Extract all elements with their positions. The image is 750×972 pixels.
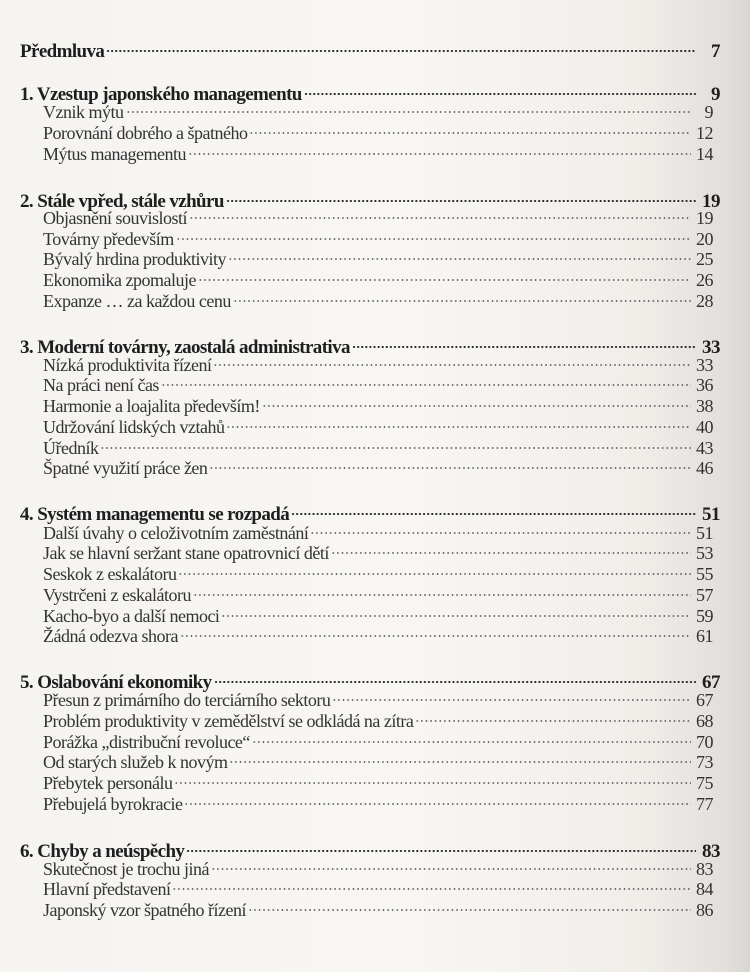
toc-entry-page: 14 <box>696 144 713 164</box>
toc-entry[interactable] <box>43 369 713 395</box>
dot-leader <box>229 746 691 768</box>
toc-entry-label: Přesun z primárního do terciárního sektoru <box>43 690 331 710</box>
dot-leader <box>180 620 691 642</box>
toc-entry-label: Porovnání dobrého a špatného <box>43 123 248 143</box>
toc-entry[interactable] <box>43 600 713 626</box>
toc-entry-label: Přebujelá byrokracie <box>43 794 183 814</box>
toc-entry-label: Vystrčeni z eskalátoru <box>43 585 191 605</box>
dot-leader <box>262 390 691 412</box>
toc-entry-page: 59 <box>696 606 713 626</box>
dot-leader <box>184 788 691 810</box>
toc-chapter-page: 19 <box>702 191 720 212</box>
dot-leader <box>221 600 691 622</box>
toc-entry-page: 57 <box>696 585 713 605</box>
dot-leader <box>189 202 691 224</box>
dot-leader <box>106 35 696 57</box>
toc-entry-label: Jak se hlavní seržant stane opatrovnicí dětí <box>43 543 329 563</box>
toc-entry[interactable] <box>43 853 713 879</box>
toc-entry-page: 70 <box>696 732 713 752</box>
toc-chapter-label: 4. Systém managementu se rozpadá <box>20 504 290 525</box>
toc-entry[interactable] <box>43 432 713 458</box>
toc-entry-page: 73 <box>696 752 713 772</box>
toc-entry-page: 25 <box>696 249 713 269</box>
toc-entry-label: Přebytek personálu <box>43 773 173 793</box>
toc-entry[interactable] <box>43 558 713 584</box>
toc-entry-page: 84 <box>696 879 713 899</box>
toc-entry[interactable] <box>43 96 713 122</box>
toc-entry[interactable] <box>43 684 713 710</box>
toc-entry-label: Úředník <box>43 438 99 458</box>
toc-entry-page: 38 <box>696 396 713 416</box>
dot-leader <box>248 894 691 916</box>
toc-entry-page: 36 <box>696 375 713 395</box>
toc-entry-page: 46 <box>696 458 713 478</box>
toc-entry-page: 7 <box>711 41 720 62</box>
toc-entry-label: Problém produktivity v zemědělství se odkládá na zítra <box>43 711 414 731</box>
toc-entry[interactable] <box>43 579 713 605</box>
toc-entry[interactable] <box>43 537 713 563</box>
toc-entry[interactable] <box>43 390 713 416</box>
dot-leader <box>331 537 691 559</box>
toc-entry-label: Hlavní představení <box>43 879 171 899</box>
toc-entry[interactable] <box>43 705 713 731</box>
toc-entry-page: 40 <box>696 417 713 437</box>
toc-entry-label: Porážka „distribuční revoluce“ <box>43 732 250 752</box>
toc-entry[interactable] <box>43 285 713 311</box>
toc-entry-label: Harmonie a loajalita především! <box>43 396 260 416</box>
toc-entry-page: 86 <box>696 900 713 920</box>
toc-entry-page: 55 <box>696 564 713 584</box>
toc-entry-label: Na práci není čas <box>43 375 159 395</box>
toc-entry-page: 53 <box>696 543 713 563</box>
toc-entry-page: 19 <box>696 208 713 228</box>
toc-entry-page: 61 <box>696 626 713 646</box>
dot-leader <box>226 411 691 433</box>
toc-entry-label: Bývalý hrdina produktivity <box>43 249 226 269</box>
toc-entry-label: Další úvahy o celoživotním zaměstnání <box>43 523 309 543</box>
toc-entry-page: 33 <box>696 355 713 375</box>
toc-entry[interactable] <box>43 767 713 793</box>
toc-chapter-label: 6. Chyby a neúspěchy <box>20 841 185 862</box>
toc-entry[interactable] <box>43 349 713 375</box>
toc-chapter-label: 3. Moderní továrny, zaostalá administrativa <box>20 337 350 358</box>
dot-leader <box>161 369 691 391</box>
toc-entry[interactable] <box>43 746 713 772</box>
toc-entry-label: Špatné využití práce žen <box>43 458 208 478</box>
toc-entry-label: Žádná odezva shora <box>43 626 178 646</box>
toc-entry-page: 43 <box>696 438 713 458</box>
toc-entry[interactable] <box>43 894 713 920</box>
dot-leader <box>126 96 692 118</box>
toc-entry-preface[interactable] <box>20 35 720 62</box>
toc-entry[interactable] <box>43 117 713 143</box>
toc-entry-label: Nízká produktivita řízení <box>43 355 212 375</box>
dot-leader <box>228 243 691 265</box>
toc-entry[interactable] <box>43 138 713 164</box>
toc-chapter-page: 83 <box>702 841 720 862</box>
toc-chapter-label: 2. Stále vpřed, stále vzhůru <box>20 191 224 212</box>
toc-entry[interactable] <box>43 411 713 437</box>
toc-entry-label: Od starých služeb k novým <box>43 752 228 772</box>
dot-leader <box>198 264 691 286</box>
toc-entry-page: 77 <box>696 794 713 814</box>
dot-leader <box>332 684 691 706</box>
dot-leader <box>211 853 691 875</box>
dot-leader <box>178 558 691 580</box>
toc-entry-label: Objasnění souvislostí <box>43 208 188 228</box>
toc-entry-label: Ekonomika zpomaluje <box>43 270 196 290</box>
toc-entry[interactable] <box>43 202 713 228</box>
dot-leader <box>209 452 691 474</box>
toc-chapter-page: 67 <box>702 672 720 693</box>
dot-leader <box>172 873 691 895</box>
toc-entry[interactable] <box>43 223 713 249</box>
dot-leader <box>249 117 691 139</box>
toc-entry-label: Skutečnost je trochu jiná <box>43 859 209 879</box>
toc-entry-page: 67 <box>696 690 713 710</box>
toc-entry[interactable] <box>43 452 713 478</box>
toc-entry-page: 28 <box>696 291 713 311</box>
dot-leader <box>310 517 691 539</box>
toc-chapter-label: 5. Oslabování ekonomiky <box>20 672 212 693</box>
toc-entry[interactable] <box>43 517 713 543</box>
toc-entry[interactable] <box>43 243 713 269</box>
toc-entry-label: Udržování lidských vztahů <box>43 417 225 437</box>
toc-chapter-label: 1. Vzestup japonského managementu <box>20 84 302 105</box>
dot-leader <box>415 705 691 727</box>
toc-entry-page: 75 <box>696 773 713 793</box>
dot-leader <box>213 349 691 371</box>
toc-chapter-page: 51 <box>702 504 720 525</box>
toc-entry-page: 51 <box>696 523 713 543</box>
dot-leader <box>176 223 691 245</box>
toc-entry-page: 26 <box>696 270 713 290</box>
toc-chapter-page: 33 <box>702 337 720 358</box>
toc-entry-label: Mýtus managementu <box>43 144 186 164</box>
toc-entry-page: 83 <box>696 859 713 879</box>
toc-entry-label: Japonský vzor špatného řízení <box>43 900 246 920</box>
toc-entry-label: Továrny především <box>43 229 174 249</box>
dot-leader <box>233 285 691 307</box>
dot-leader <box>252 726 691 748</box>
toc-entry-label: Kacho-byo a další nemoci <box>43 606 220 626</box>
toc-entry-page: 12 <box>696 123 713 143</box>
dot-leader <box>188 138 691 160</box>
toc-entry-page: 20 <box>696 229 713 249</box>
toc-entry-page: 68 <box>696 711 713 731</box>
toc-entry-label: Předmluva <box>20 41 105 62</box>
toc-chapter-page: 9 <box>711 84 720 105</box>
toc-entry[interactable] <box>43 620 713 646</box>
toc-entry-label: Seskok z eskalátoru <box>43 564 177 584</box>
toc-entry[interactable] <box>43 726 713 752</box>
toc-entry[interactable] <box>43 788 713 814</box>
toc-entry-label: Vznik mýtu <box>43 102 124 122</box>
toc-entry-page: 9 <box>704 102 713 122</box>
toc-entry[interactable] <box>43 264 713 290</box>
dot-leader <box>193 579 691 601</box>
toc-entry-label: Expanze … za každou cenu <box>43 291 231 311</box>
dot-leader <box>174 767 691 789</box>
toc-entry[interactable] <box>43 873 713 899</box>
dot-leader <box>100 432 691 454</box>
